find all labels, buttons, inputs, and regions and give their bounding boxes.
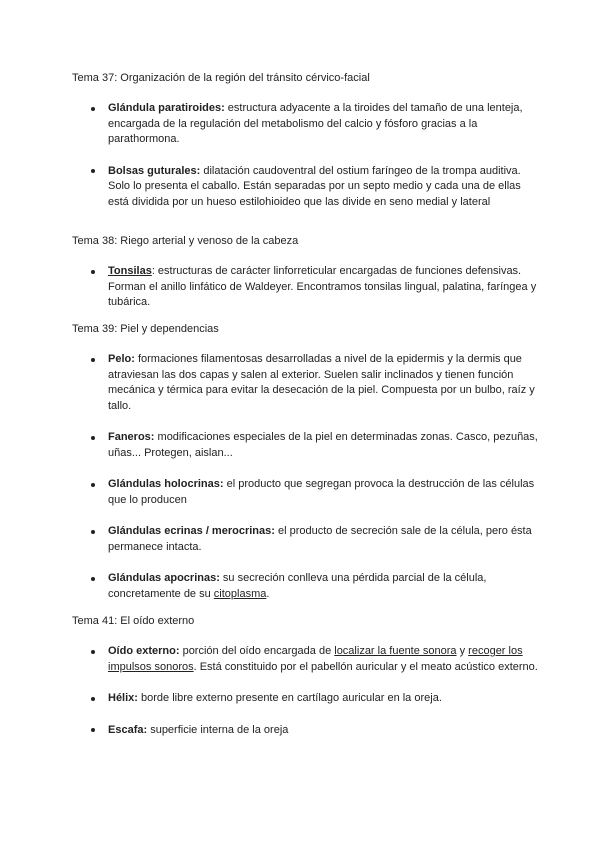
section-tema-37	[72, 71, 542, 210]
list-item	[72, 264, 542, 311]
definition: dilatación caudoventral del ostium faríngeo de la trompa auditiva. Solo lo presenta el caballo. Están separadas por un septo medio y cada una de ellas está dividida por un hueso estilohioideo que las divide en seno medial y lateral	[108, 164, 521, 208]
term: Escafa:	[108, 723, 148, 736]
definition: el producto que segregan provoca la destrucción de las células que lo producen	[108, 478, 535, 506]
list-item	[72, 101, 542, 148]
definition: su secreción conlleva una pérdida parcial de la célula, concretamente de su	[108, 572, 487, 600]
term: Faneros:	[108, 431, 155, 443]
list-item	[72, 477, 542, 508]
definition-tail: .	[266, 587, 270, 600]
definition-tail: . Está constituido por el pabellón auricular y el meato acústico externo.	[193, 660, 538, 673]
term: Tonsilas	[108, 265, 152, 277]
term: Glándulas holocrinas:	[108, 478, 224, 490]
list-item	[72, 691, 542, 707]
bullet-list	[72, 644, 542, 738]
definition: : estructuras de carácter linforreticular encargadas de funciones defensivas. Forman el anillo linfático de Waldeyer. Encontramos tonsilas lingual, palatina, faríngea y tubárica.	[108, 265, 537, 308]
definition: el producto de secreción sale de la célula, pero ésta permanece intacta.	[108, 525, 532, 553]
definition: porción del oído encargada de	[179, 645, 335, 657]
definition: modificaciones especiales de la piel en determinadas zonas. Casco, pezuñas, uñas... Protegen, aislan...	[108, 431, 538, 459]
bullet-list	[72, 101, 542, 210]
section-heading: Tema 38: Riego arterial y venoso de la cabeza	[72, 235, 299, 247]
underlined-phrase: localizar la fuente sonora	[334, 645, 457, 657]
list-item	[72, 524, 542, 555]
bullet-list	[72, 264, 542, 311]
term: Glándulas ecrinas / merocrinas:	[108, 525, 275, 537]
term: Hélix:	[108, 692, 138, 704]
definition: borde libre externo presente en cartílago auricular en la oreja.	[137, 692, 442, 704]
list-item	[72, 352, 542, 414]
list-item	[72, 644, 542, 675]
definition-mid: y	[456, 645, 469, 657]
section-tema-38	[72, 234, 542, 311]
list-item	[72, 571, 542, 602]
definition: superficie interna de la oreja	[147, 723, 289, 736]
definition: estructura adyacente a la tiroides del tamaño de una lenteja, encargada de la regulación del metabolismo del calcio y fósforo gracias a la parathormona.	[108, 102, 523, 145]
list-item	[72, 430, 542, 461]
section-heading: Tema 41: El oído externo	[72, 615, 195, 627]
term: Glándula paratiroides:	[108, 102, 225, 114]
section-heading: Tema 37: Organización de la región del tránsito cérvico-facial	[72, 72, 370, 84]
underlined-term: citoplasma	[213, 587, 267, 600]
section-tema-39	[72, 322, 542, 602]
bullet-list	[72, 352, 542, 602]
section-heading: Tema 39: Piel y dependencias	[72, 323, 219, 335]
section-tema-41	[72, 614, 542, 738]
underlined-phrase: recoger los impulsos sonoros	[108, 645, 523, 673]
term: Pelo:	[108, 353, 135, 365]
list-item	[72, 164, 542, 211]
term: Bolsas guturales:	[108, 164, 201, 177]
definition: formaciones filamentosas desarrolladas a nivel de la epidermis y la dermis que atraviesan las dos capas y salen al exterior. Suelen salir inclinados y tienen función mecánica y térmica para evitar la desecación de la piel. Compuesta por un bulbo, raíz y tallo.	[108, 353, 535, 412]
list-item	[72, 723, 542, 739]
term: Glándulas apocrinas:	[108, 572, 220, 584]
term: Oído externo:	[108, 645, 180, 657]
